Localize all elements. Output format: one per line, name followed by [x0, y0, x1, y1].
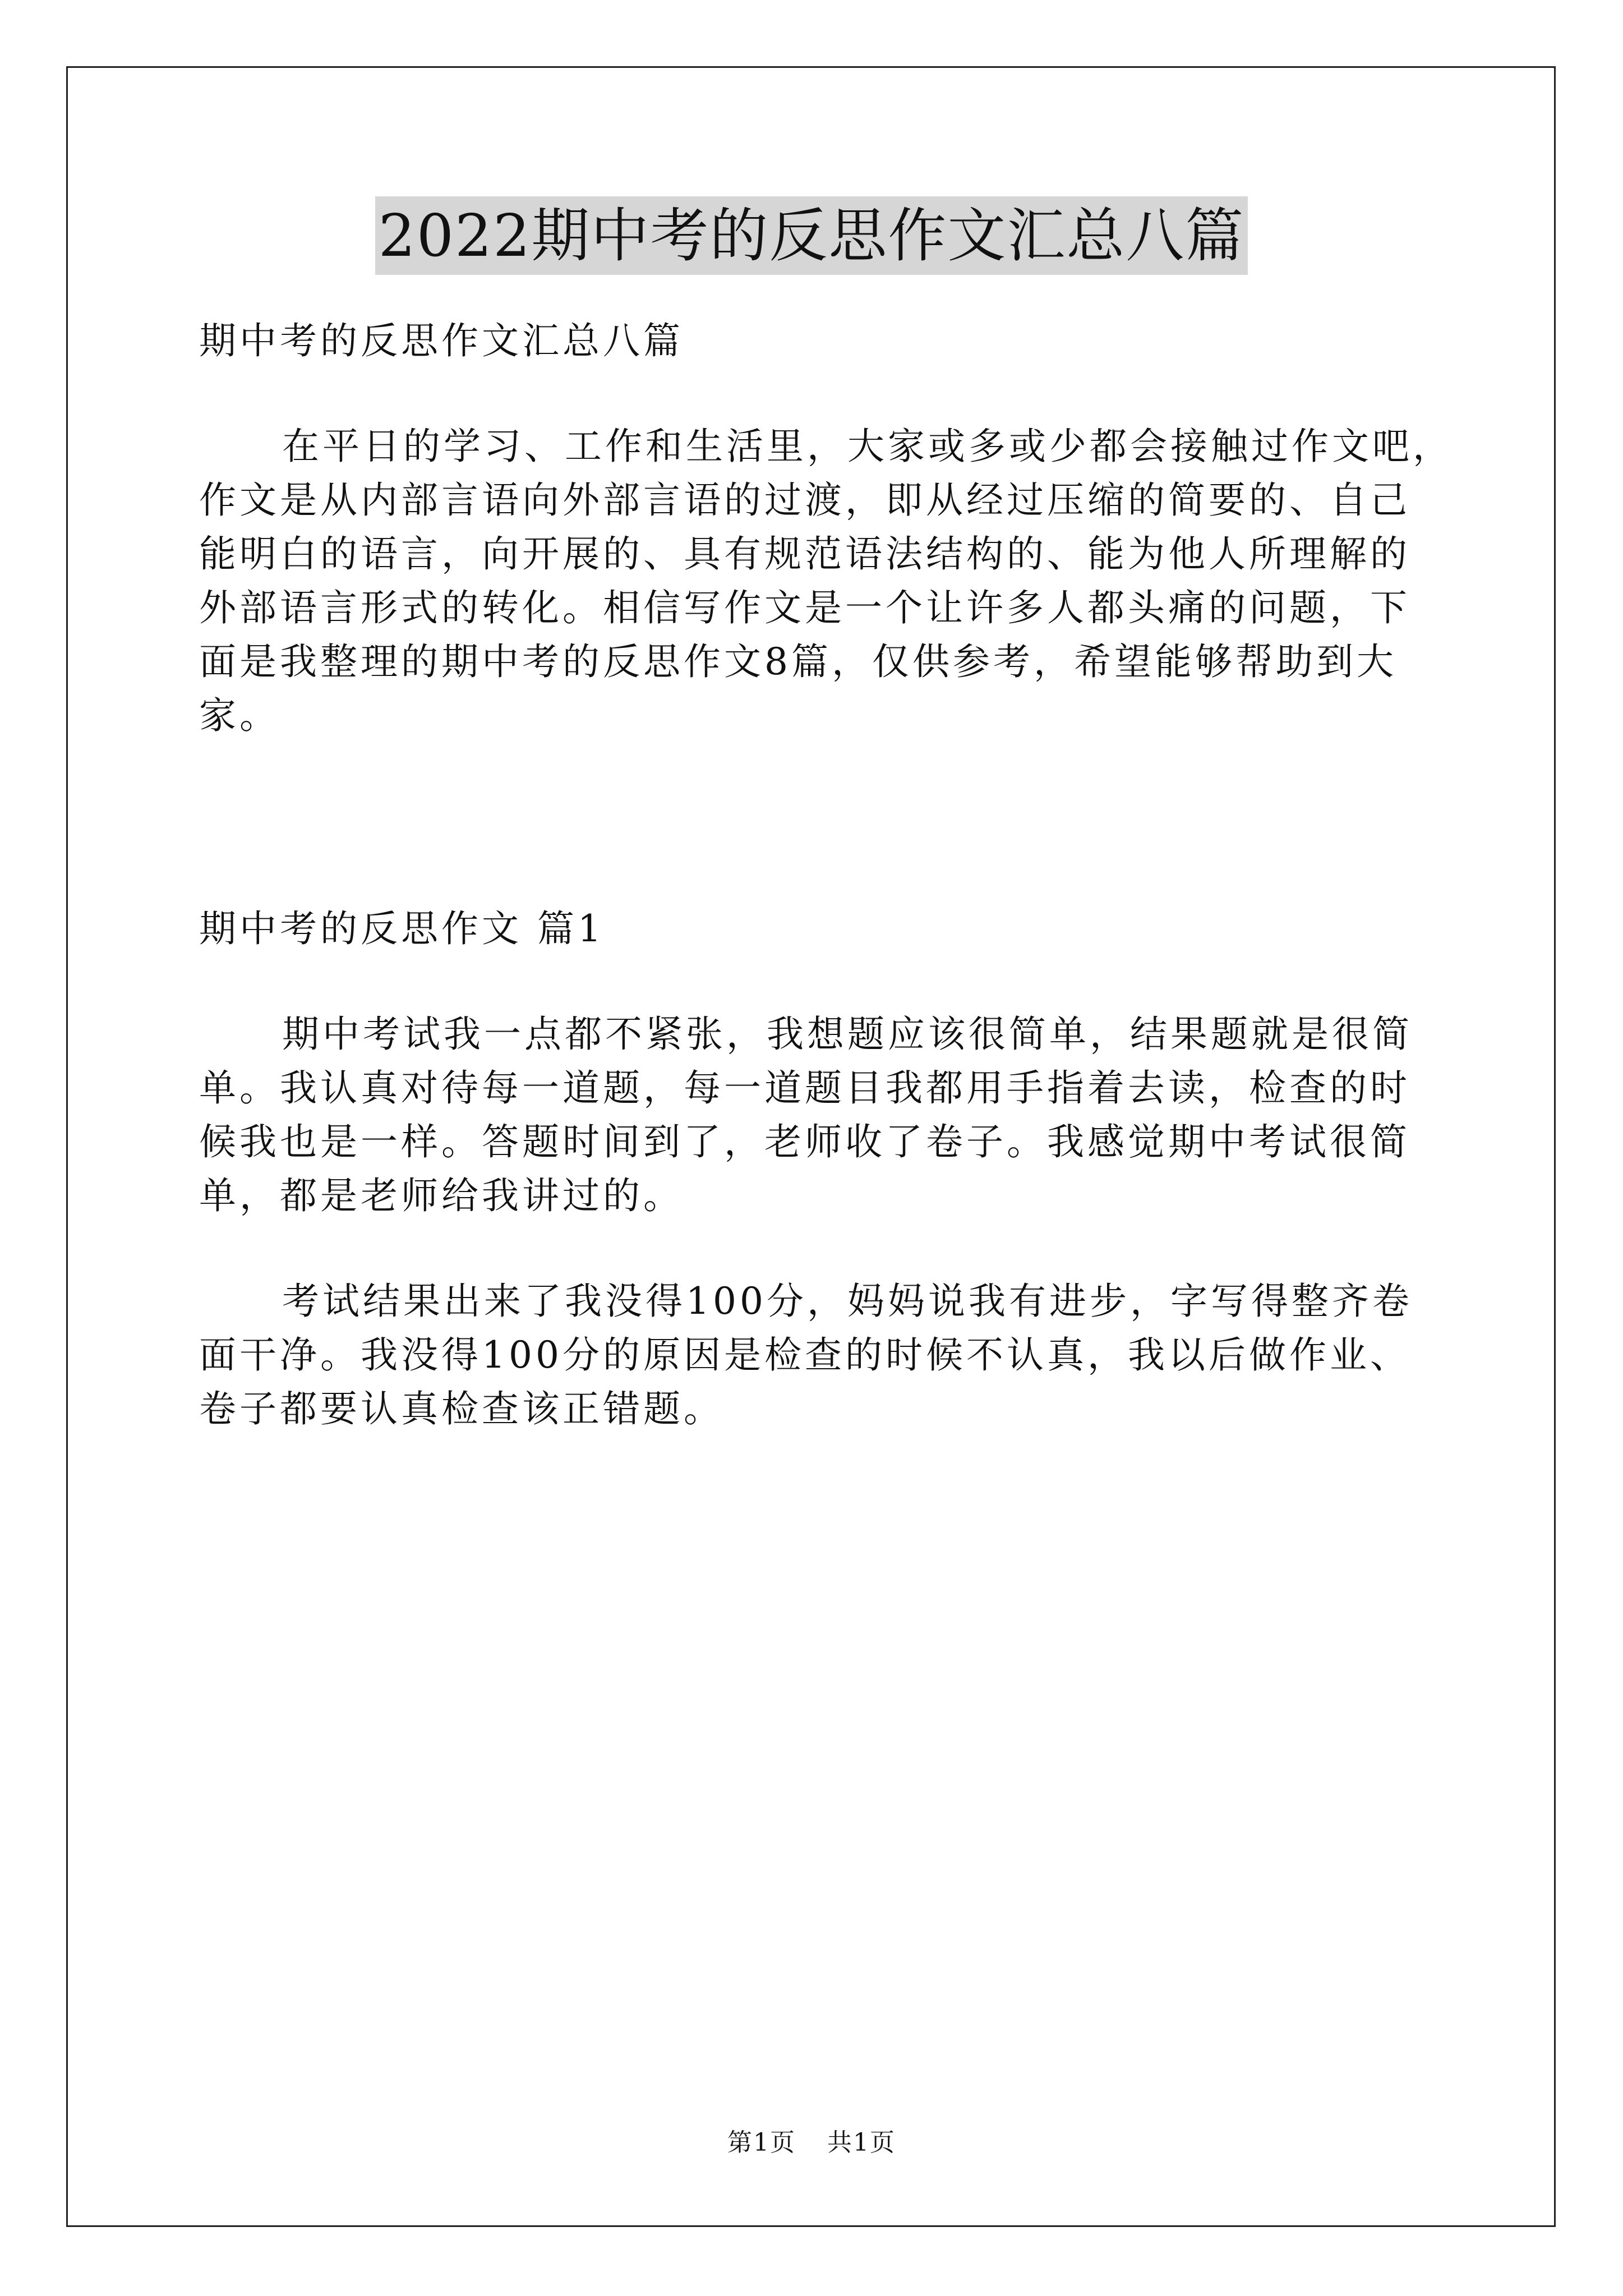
paragraph-line: 考试结果出来了我没得100分，妈妈说我有进步，字写得整齐卷: [282, 1280, 1413, 1323]
section-heading: 期中考的反思作文 篇1: [199, 907, 605, 950]
paragraph-line: 单。我认真对待每一道题，每一道题目我都用手指着去读，检查的时: [199, 1066, 1410, 1110]
page-total: 共1页: [827, 2128, 896, 2157]
title-container: [0, 196, 1623, 275]
paragraph-line: 外部语言形式的转化。相信写作文是一个让许多人都头痛的问题，下: [199, 586, 1410, 629]
page-number: 第1页: [727, 2128, 796, 2157]
paragraph-line: 候我也是一样。答题时间到了，老师收了卷子。我感觉期中考试很简: [199, 1120, 1410, 1163]
document-subtitle: 期中考的反思作文汇总八篇: [199, 319, 684, 362]
paragraph-line: 面干净。我没得100分的原因是检查的时候不认真，我以后做作业、: [199, 1333, 1410, 1377]
paragraph-line: 作文是从内部言语向外部言语的过渡，即从经过压缩的简要的、自己: [199, 478, 1410, 522]
paragraph-line: 面是我整理的期中考的反思作文8篇，仅供参考，希望能够帮助到大: [199, 640, 1397, 683]
paragraph-line: 卷子都要认真检查该正错题。: [199, 1387, 724, 1430]
paragraph-line: 能明白的语言，向开展的、具有规范语法结构的、能为他人所理解的: [199, 532, 1410, 576]
page-footer: [0, 2126, 1623, 2160]
intro-paragraph: [199, 420, 1453, 743]
section1-paragraph-2: [199, 1274, 1438, 1436]
paragraph-line: 单，都是老师给我讲过的。: [199, 1174, 684, 1217]
paragraph-line: 家。: [199, 694, 280, 737]
paragraph-line: 在平日的学习、工作和生活里，大家或多或少都会接触过作文吧，: [282, 425, 1453, 468]
document-title: 2022期中考的反思作文汇总八篇: [375, 196, 1248, 275]
paragraph-line: 期中考试我一点都不紧张，我想题应该很简单，结果题就是很简: [282, 1013, 1413, 1056]
document-body: [199, 314, 1453, 1488]
section1-paragraph-1: [199, 1007, 1438, 1223]
